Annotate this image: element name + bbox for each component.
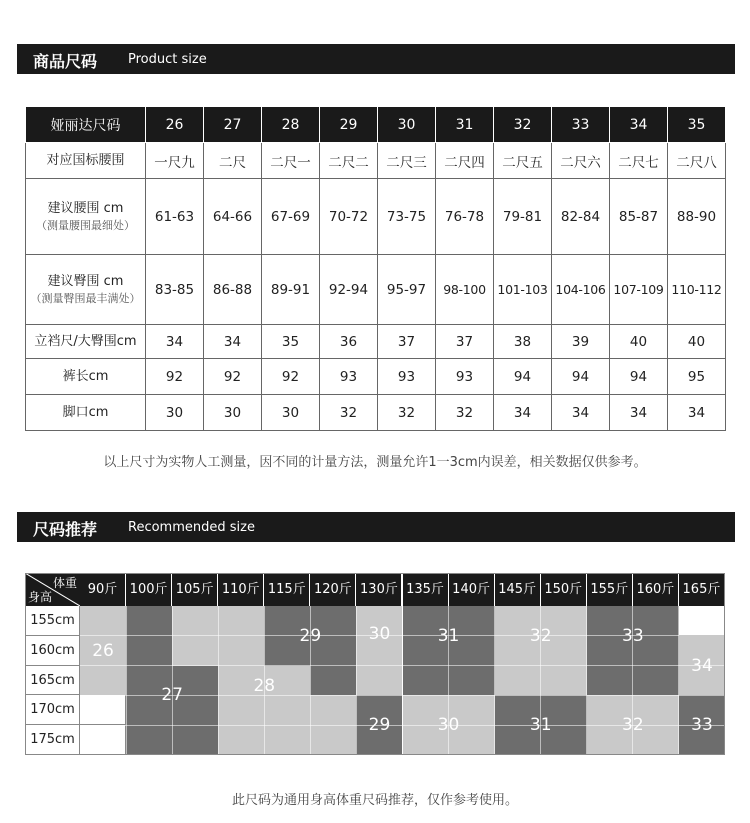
corner-height-label: 身高 xyxy=(28,590,53,604)
table-cell: 107-109 xyxy=(610,255,668,325)
row-label: 脚口cm xyxy=(62,405,109,420)
weight-header: 115斤 xyxy=(264,573,310,606)
grid-cell xyxy=(218,695,264,725)
row-label: 建议腰围 cm xyxy=(47,200,124,216)
height-label: 170cm xyxy=(25,695,80,725)
weight-header: 110斤 xyxy=(218,573,264,606)
grid-vline xyxy=(402,606,403,755)
grid-cell xyxy=(80,606,126,636)
table-cell: 89-91 xyxy=(262,255,320,325)
grid-cell xyxy=(172,725,218,755)
row-label-cell xyxy=(26,395,146,431)
table-cell: 32 xyxy=(320,395,378,431)
table-cell: 70-72 xyxy=(320,179,378,255)
size-zone-label: 31 xyxy=(437,625,460,646)
size-zone-label: 29 xyxy=(299,625,322,646)
corner-weight-label: 体重 xyxy=(52,576,77,590)
grid-vline xyxy=(172,606,173,755)
table-cell: 30 xyxy=(204,395,262,431)
table-cell: 36 xyxy=(320,325,378,359)
size-zone-label: 30 xyxy=(437,715,460,736)
recommendation-note: 此尺码为通用身高体重尺码推荐，仅作参考使用。 xyxy=(231,793,518,808)
table-cell: 95 xyxy=(668,359,726,395)
table-cell: 二尺三 xyxy=(378,143,436,179)
size-table-row xyxy=(26,179,726,255)
size-table-row xyxy=(26,325,726,359)
table-cell: 92-94 xyxy=(320,255,378,325)
size-header-cell: 30 xyxy=(378,107,436,143)
table-cell: 34 xyxy=(204,325,262,359)
table-cell: 95-97 xyxy=(378,255,436,325)
table-cell: 二尺 xyxy=(204,143,262,179)
size-header-cell: 35 xyxy=(668,107,726,143)
section-title-zh: 尺码推荐 xyxy=(33,520,98,539)
grid-cell xyxy=(172,606,218,636)
table-cell: 86-88 xyxy=(204,255,262,325)
size-table-row xyxy=(26,143,726,179)
row-label-cell xyxy=(26,359,146,395)
row-label-cell xyxy=(26,255,146,325)
table-cell: 二尺六 xyxy=(552,143,610,179)
row-label-cell xyxy=(26,143,146,179)
table-cell: 二尺二 xyxy=(320,143,378,179)
table-cell: 92 xyxy=(146,359,204,395)
table-cell: 94 xyxy=(494,359,552,395)
section-header-product-size xyxy=(17,44,735,74)
grid-cell xyxy=(495,666,541,696)
table-cell: 93 xyxy=(436,359,494,395)
size-zone-label: 30 xyxy=(368,624,391,645)
section-header-recommended-size xyxy=(17,512,735,542)
grid-vline xyxy=(126,606,127,755)
grid-cell xyxy=(679,606,725,636)
grid-cell xyxy=(264,725,310,755)
grid-cell xyxy=(126,725,172,755)
grid-cell xyxy=(310,725,356,755)
table-cell: 98-100 xyxy=(436,255,494,325)
grid-cell xyxy=(403,666,449,696)
grid-cell xyxy=(218,606,264,636)
grid-cell xyxy=(80,695,126,725)
table-cell: 94 xyxy=(552,359,610,395)
header-label: 娅丽达尺码 xyxy=(26,107,146,143)
table-cell: 61-63 xyxy=(146,179,204,255)
grid-cell xyxy=(80,725,126,755)
row-label: 对应国标腰围 xyxy=(46,153,125,168)
section-title-zh: 商品尺码 xyxy=(33,52,98,71)
size-zone-label: 29 xyxy=(368,715,391,736)
table-cell: 93 xyxy=(320,359,378,395)
table-cell: 110-112 xyxy=(668,255,726,325)
weight-header: 100斤 xyxy=(126,573,172,606)
table-cell: 34 xyxy=(668,395,726,431)
table-cell: 64-66 xyxy=(204,179,262,255)
table-cell: 34 xyxy=(610,395,668,431)
size-header-cell: 27 xyxy=(204,107,262,143)
table-cell: 37 xyxy=(378,325,436,359)
table-cell: 92 xyxy=(262,359,320,395)
row-label-cell xyxy=(26,325,146,359)
weight-header: 155斤 xyxy=(587,573,633,606)
table-cell: 二尺四 xyxy=(436,143,494,179)
size-header-cell: 32 xyxy=(494,107,552,143)
grid-cell xyxy=(541,666,587,696)
weight-header: 120斤 xyxy=(310,573,356,606)
table-cell: 92 xyxy=(204,359,262,395)
size-table-row xyxy=(26,395,726,431)
table-cell: 94 xyxy=(610,359,668,395)
section-title-en: Product size xyxy=(128,52,207,67)
row-label: 立裆尺/大臀围cm xyxy=(34,334,137,349)
grid-corner xyxy=(25,573,80,606)
table-cell: 83-85 xyxy=(146,255,204,325)
grid-cell xyxy=(310,695,356,725)
grid-cell xyxy=(449,666,495,696)
weight-header: 105斤 xyxy=(172,573,218,606)
row-label: 裤长cm xyxy=(62,369,109,384)
table-cell: 34 xyxy=(552,395,610,431)
weight-header: 135斤 xyxy=(403,573,449,606)
table-cell: 40 xyxy=(610,325,668,359)
size-table xyxy=(25,106,726,431)
table-cell: 32 xyxy=(378,395,436,431)
section-title-en: Recommended size xyxy=(128,520,255,535)
weight-header: 145斤 xyxy=(495,573,541,606)
size-table-row xyxy=(26,359,726,395)
row-sublabel: （测量臀围最丰满处） xyxy=(30,291,141,305)
table-cell: 30 xyxy=(262,395,320,431)
grid-cell xyxy=(80,666,126,696)
table-cell: 二尺一 xyxy=(262,143,320,179)
height-label: 155cm xyxy=(25,606,80,636)
grid-hline xyxy=(80,665,725,666)
weight-header: 130斤 xyxy=(356,573,402,606)
measurement-note: 以上尺寸为实物人工测量，因不同的计量方法，测量允许1一3cm内误差，相关数据仅供参考。 xyxy=(103,455,647,470)
size-zone-label: 34 xyxy=(691,655,713,676)
row-sublabel: （测量腰围最细处） xyxy=(36,218,135,232)
grid-cell xyxy=(218,636,264,666)
table-cell: 82-84 xyxy=(552,179,610,255)
weight-header: 150斤 xyxy=(541,573,587,606)
grid-vline xyxy=(356,606,357,755)
table-cell: 二尺五 xyxy=(494,143,552,179)
table-cell: 二尺七 xyxy=(610,143,668,179)
table-cell: 73-75 xyxy=(378,179,436,255)
table-cell: 76-78 xyxy=(436,179,494,255)
table-cell: 39 xyxy=(552,325,610,359)
size-header-row xyxy=(26,107,726,143)
size-zone-label: 31 xyxy=(529,715,552,736)
table-cell: 85-87 xyxy=(610,179,668,255)
table-cell: 93 xyxy=(378,359,436,395)
grid-cell xyxy=(633,666,679,696)
grid-cell xyxy=(587,666,633,696)
grid-cell xyxy=(264,695,310,725)
grid-vline xyxy=(218,606,219,755)
size-zone-label: 33 xyxy=(622,625,644,646)
size-header-cell: 34 xyxy=(610,107,668,143)
table-cell: 一尺九 xyxy=(146,143,204,179)
size-zone-label: 32 xyxy=(529,625,552,646)
table-cell: 30 xyxy=(146,395,204,431)
size-header-cell: 28 xyxy=(262,107,320,143)
table-cell: 34 xyxy=(146,325,204,359)
size-header-cell: 33 xyxy=(552,107,610,143)
grid-cell xyxy=(126,606,172,636)
height-label: 165cm xyxy=(25,666,80,696)
table-cell: 二尺八 xyxy=(668,143,726,179)
table-cell: 67-69 xyxy=(262,179,320,255)
weight-header: 165斤 xyxy=(679,573,725,606)
weight-header: 140斤 xyxy=(449,573,495,606)
size-recommendation-grid xyxy=(25,573,725,755)
height-label: 175cm xyxy=(25,725,80,755)
grid-vline xyxy=(494,606,495,755)
table-cell: 101-103 xyxy=(494,255,552,325)
size-table-row xyxy=(26,255,726,325)
table-cell: 34 xyxy=(494,395,552,431)
size-zone-label: 32 xyxy=(622,715,644,736)
table-cell: 79-81 xyxy=(494,179,552,255)
grid-cell xyxy=(126,636,172,666)
table-cell: 35 xyxy=(262,325,320,359)
table-cell: 38 xyxy=(494,325,552,359)
grid-cell xyxy=(218,725,264,755)
size-header-cell: 31 xyxy=(436,107,494,143)
size-header-cell: 26 xyxy=(146,107,204,143)
size-zone-label: 28 xyxy=(253,676,276,697)
size-zone-label: 26 xyxy=(92,640,114,661)
grid-vline xyxy=(586,606,587,755)
size-zone-label: 27 xyxy=(161,685,183,706)
table-cell: 37 xyxy=(436,325,494,359)
row-label-cell xyxy=(26,179,146,255)
grid-cell xyxy=(356,666,402,696)
grid-cell xyxy=(172,636,218,666)
table-cell: 88-90 xyxy=(668,179,726,255)
weight-header: 90斤 xyxy=(80,573,126,606)
height-label: 160cm xyxy=(25,636,80,666)
grid-cell xyxy=(310,666,356,696)
size-header-cell: 29 xyxy=(320,107,378,143)
row-label: 建议臀围 cm xyxy=(47,273,124,289)
grid-vline xyxy=(678,606,679,755)
table-cell: 40 xyxy=(668,325,726,359)
table-cell: 32 xyxy=(436,395,494,431)
weight-header: 160斤 xyxy=(633,573,679,606)
table-cell: 104-106 xyxy=(552,255,610,325)
size-zone-label: 33 xyxy=(691,715,713,736)
